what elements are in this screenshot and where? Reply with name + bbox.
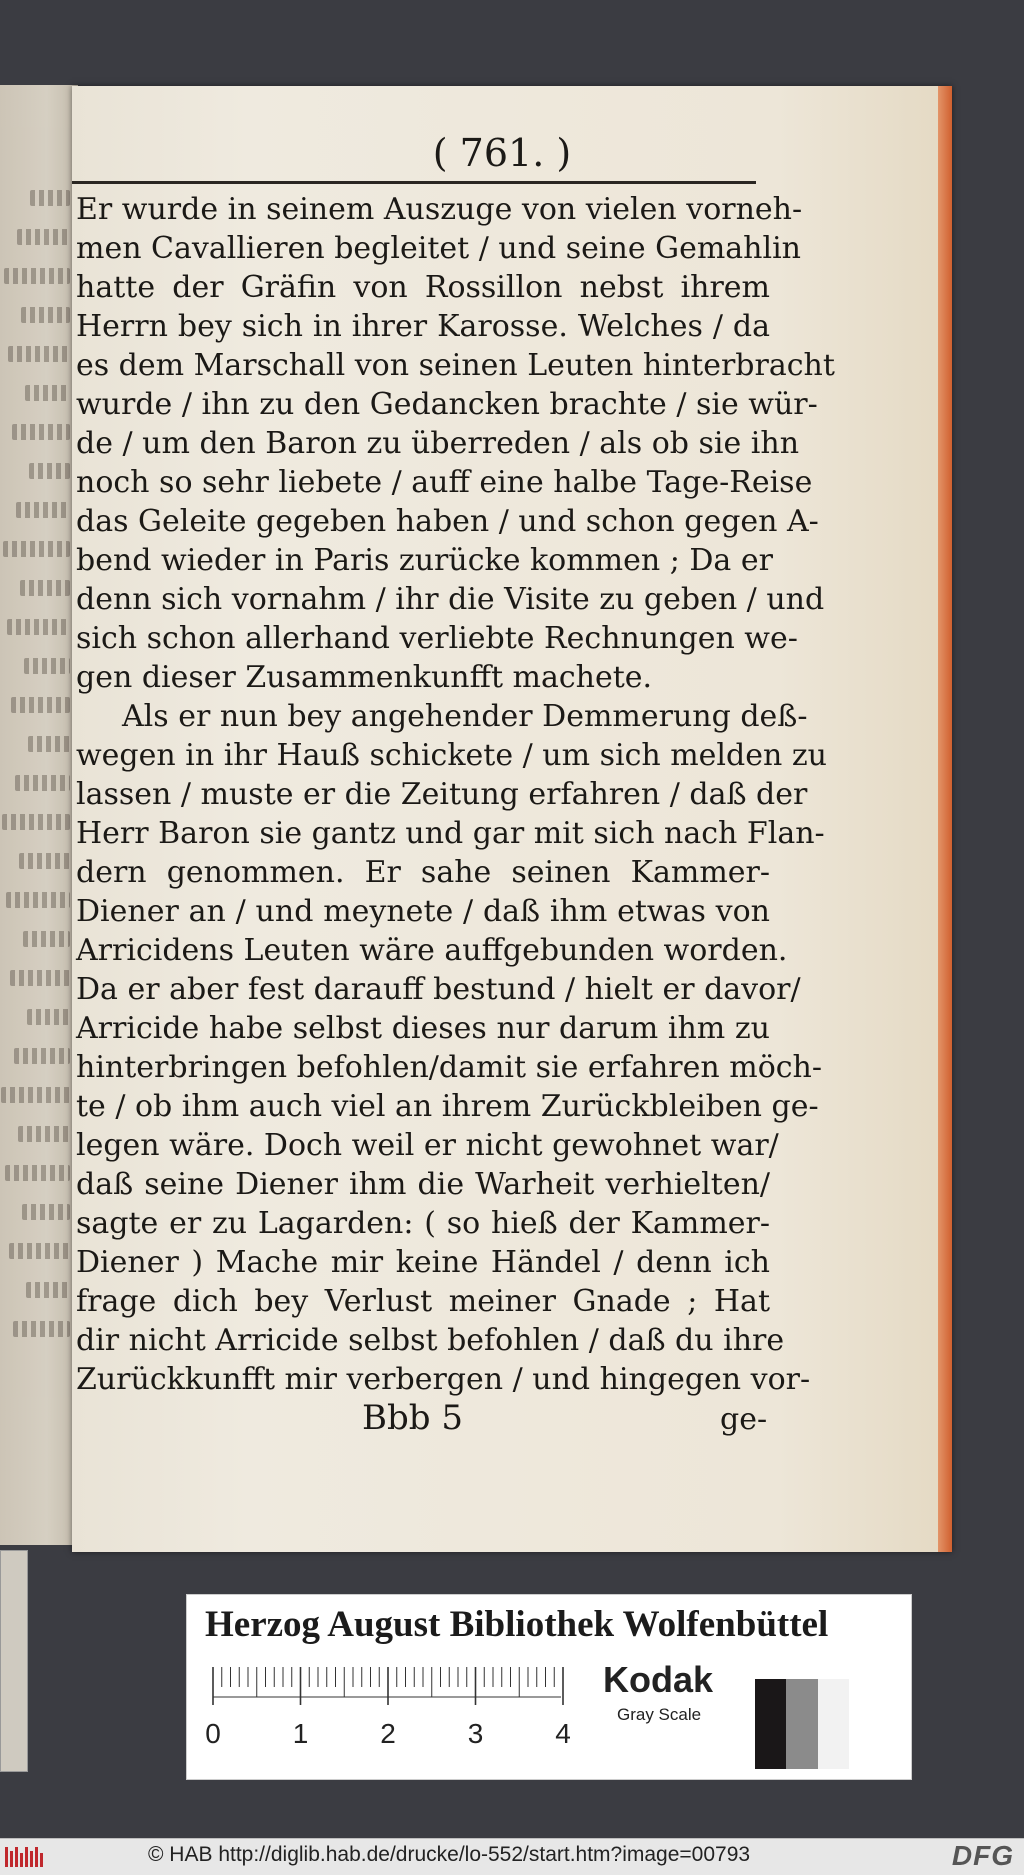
gray-swatch (755, 1679, 786, 1769)
gray-scale-label: Gray Scale (617, 1705, 702, 1724)
color-target-card (186, 1594, 912, 1780)
hab-logo-icon (4, 1845, 46, 1869)
text-line: sich schon allerhand verliebte Rechnungen we- (76, 621, 798, 656)
bleed-through-text (28, 736, 70, 752)
text-line: lassen / muste er die Zeitung erfahren / daß der (76, 777, 808, 812)
library-name: Herzog August Bibliothek Wolfenbüttel (205, 1604, 829, 1645)
ruler-label: 1 (292, 1718, 309, 1749)
text-line: Arricidens Leuten wäre auffgebunden worden. (76, 933, 788, 968)
body-text (76, 190, 835, 1399)
header-rule (72, 181, 756, 184)
bleed-through-text (18, 1126, 70, 1142)
bleed-through-text (19, 853, 70, 869)
text-line: Herrn bey sich in ihrer Karosse. Welches / da (76, 309, 770, 344)
gray-swatch (818, 1679, 849, 1769)
page-number: ( 761. ) (432, 131, 572, 175)
ruler-label: 4 (555, 1718, 571, 1749)
text-line: Diener ) Mache mir keine Händel / denn ich (76, 1245, 770, 1280)
bleed-through-text (6, 892, 70, 908)
ruler-label: 2 (380, 1718, 396, 1749)
text-line: es dem Marschall von seinen Leuten hinterbracht (76, 348, 835, 383)
ruler-labels (205, 1718, 571, 1749)
bleed-through-text (30, 190, 70, 206)
text-line: frage dich bey Verlust meiner Gnade ; Hat (76, 1284, 770, 1319)
text-line: gen dieser Zusammenkunfft machete. (76, 660, 653, 695)
bleed-through-text (16, 502, 70, 518)
bleed-through-text (12, 424, 70, 440)
bleed-through-text (5, 1165, 70, 1181)
text-line: denn sich vornahm / ihr die Visite zu geben / und (76, 582, 825, 617)
text-line: wegen in ihr Hauß schickete / um sich melden zu (76, 738, 827, 773)
text-line: Als er nun bey angehender Demmerung deß- (122, 699, 808, 734)
bleed-through-text (3, 541, 70, 557)
bleed-through-text (2, 814, 70, 830)
text-line: te / ob ihm auch viel an ihrem Zurückbleiben ge- (76, 1089, 819, 1124)
text-line: legen wäre. Doch weil er nicht gewohnet war/ (76, 1128, 779, 1163)
bleed-through-text (11, 697, 70, 713)
bleed-through-text (13, 1321, 70, 1337)
text-line: hinterbringen befohlen/damit sie erfahren möch- (76, 1050, 823, 1085)
gray-scale-swatches (755, 1679, 849, 1769)
bleed-through-text (1, 1087, 70, 1103)
text-line: men Cavallieren begleitet / und seine Gemahlin (76, 231, 801, 266)
bleed-through-text (21, 307, 70, 323)
bleed-through-text (23, 931, 70, 947)
bleed-through-text (24, 658, 70, 674)
ruler-label: 3 (467, 1718, 484, 1749)
bleed-through-text (27, 1009, 70, 1025)
text-line: Er wurde in seinem Auszuge von vielen vorneh- (76, 192, 803, 227)
previous-page-fold (0, 1550, 28, 1772)
bleed-through-text (8, 346, 70, 362)
bleed-through-text (20, 580, 70, 596)
text-line: de / um den Baron zu überreden / als ob sie ihn (76, 426, 800, 461)
text-line: noch so sehr liebete / auff eine halbe Tage-Reise (76, 465, 813, 500)
page-red-edge (938, 86, 952, 1552)
bleed-through-text (22, 1204, 70, 1220)
bleed-through-text (4, 268, 70, 284)
bleed-through-text (29, 463, 70, 479)
measuring-ruler (205, 1661, 571, 1771)
bleed-through-text (9, 1243, 70, 1259)
text-line: Arricide habe selbst dieses nur darum ihm zu (76, 1011, 770, 1046)
text-line: wurde / ihn zu den Gedancken brachte / sie wür- (76, 387, 818, 422)
text-line: bend wieder in Paris zurücke kommen ; Da er (76, 543, 773, 578)
bleed-through-text (14, 1048, 70, 1064)
bleed-through-text (17, 229, 70, 245)
dfg-logo: DFG (951, 1840, 1014, 1871)
signature-mark: Bbb 5 (362, 1398, 463, 1438)
text-line: dern genommen. Er sahe seinen Kammer- (76, 855, 770, 890)
source-url[interactable]: © HAB http://diglib.hab.de/drucke/lo-552/start.htm?image=00793 (148, 1843, 751, 1866)
text-line: sagte er zu Lagarden: ( so hieß der Kammer- (76, 1206, 770, 1241)
catchword: ge- (720, 1402, 768, 1437)
text-line: Zurückkunfft mir verbergen / und hingegen vor- (76, 1362, 811, 1397)
bleed-through-text (26, 1282, 70, 1298)
bleed-through-text (7, 619, 70, 635)
text-line: Herr Baron sie gantz und gar mit sich nach Flan- (76, 816, 825, 851)
bleed-through-text (25, 385, 70, 401)
ruler-label: 0 (205, 1718, 221, 1749)
text-line: das Geleite gegeben haben / und schon gegen A- (76, 504, 819, 539)
text-line: daß seine Diener ihm die Warheit verhielten/ (76, 1167, 770, 1202)
gray-swatch (786, 1679, 817, 1769)
text-line: Diener an / und meynete / daß ihm etwas von (76, 894, 770, 929)
ruler-ticks (213, 1667, 563, 1705)
text-line: Da er aber fest darauff bestund / hielt er davor/ (76, 972, 801, 1007)
kodak-logo-text: Kodak (603, 1659, 714, 1700)
previous-page-edge (0, 85, 78, 1545)
bleed-through-text (15, 775, 70, 791)
scanned-page (72, 86, 952, 1552)
bleed-through-text (10, 970, 70, 986)
footer-bar (0, 1838, 1024, 1875)
text-line: dir nicht Arricide selbst befohlen / daß du ihre (76, 1323, 785, 1358)
text-line: hatte der Gräfin von Rossillon nebst ihrem (76, 270, 770, 305)
